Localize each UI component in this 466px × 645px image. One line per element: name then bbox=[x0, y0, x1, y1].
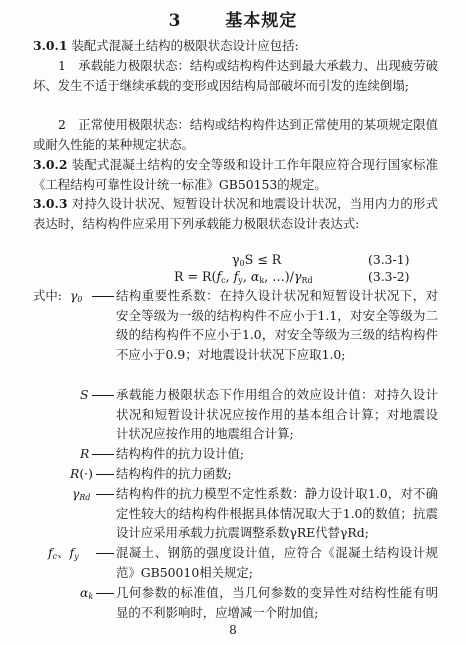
clause-text: 装配式混凝土结构的安全等级和设计工作年限应符合现行国家标准《工程结构可靠性设计统一标准》GB50153的规定。 bbox=[33, 157, 439, 192]
definition-gamma0: 结构重要性系数：在持久设计状况和短暂设计状况下，对安全等级为一级的结构构件不应小于1.1，对安全等级为二级的结构构件不应小于1.0，对安全等级为三级的结构构件不应小于0.9；对地震设计状况下应取1.0; bbox=[116, 288, 438, 362]
definition-dash bbox=[96, 553, 114, 554]
symbol-s: S bbox=[80, 387, 89, 402]
clause-text: 2 正常使用极限状态：结构或结构构件达到正常使用的某项规定限值或耐久性能的某种规定状态。 bbox=[33, 117, 438, 152]
clause-text: 1 承载能力极限状态：结构或结构构件达到最大承载力、出现疲劳破坏、发生不适于继续承载的变形或因结构局部破坏而引发的连续倒塌; bbox=[33, 58, 438, 93]
definition-gamma-rd: 结构构件的抗力模型不定性系数：静力设计取1.0，对不确定性较大的结构构件根据具体情况取大于1.0的数值；抗震设计应采用承载力抗震调整系数γRE代替γRd; bbox=[116, 486, 438, 541]
definition-dash bbox=[96, 593, 114, 594]
clause-number: 3.0.3 bbox=[33, 196, 68, 211]
symbol-r: R bbox=[80, 446, 90, 461]
clause-item-2 bbox=[33, 115, 438, 154]
definition-alpha-k: 几何参数的标准值，当几何参数的变异性对结构性能有明显的不利影响时，应增减一个附加值; bbox=[116, 585, 438, 620]
equation-number: (3.3-1) bbox=[368, 252, 410, 267]
definition-dash bbox=[96, 494, 114, 495]
equation-number: (3.3-2) bbox=[368, 269, 410, 284]
definition-s: 承载能力极限状态下作用组合的效应设计值：对持久设计状况和短暂设计状况应按作用的基本组合计算；对地震设计状况应按作用的地震组合计算; bbox=[116, 387, 438, 442]
definition-r-function: 结构构件的抗力函数; bbox=[116, 466, 232, 481]
clause-number: 3.0.2 bbox=[33, 157, 68, 172]
chapter-number: 3 bbox=[168, 11, 182, 31]
page-number: 8 bbox=[229, 623, 237, 637]
symbol-gamma-rd: $\gamma_{Rd}$ bbox=[72, 486, 91, 502]
symbol-gamma0: $\gamma_0$ bbox=[70, 288, 83, 304]
clause-3-0-3 bbox=[33, 194, 438, 233]
symbol-r-function: R(·) bbox=[70, 466, 93, 481]
where-label: 式中: bbox=[33, 288, 62, 303]
clause-text: 对持久设计状况、短暂设计状况和地震设计状况，当用内力的形式表达时，结构构件应采用下列承载能力极限状态设计表达式: bbox=[33, 196, 439, 231]
symbol-fc-fy: $f_c$、$f_y$ bbox=[48, 545, 79, 561]
clause-item-1 bbox=[33, 56, 438, 95]
symbol-alpha-k: $\alpha_k$ bbox=[80, 585, 94, 601]
definition-dash bbox=[92, 395, 114, 396]
definition-dash bbox=[92, 454, 114, 455]
definition-dash bbox=[96, 474, 114, 475]
clause-number: 3.0.1 bbox=[33, 38, 68, 53]
clause-text: 装配式混凝土结构的极限状态设计应包括: bbox=[71, 38, 299, 53]
clause-3-0-1 bbox=[33, 36, 438, 56]
equation-3-3-2: $R = R(f_c$, $f_y$, $\alpha_k$, $\dots)/\gamma_{Rd}$ bbox=[174, 269, 313, 285]
definition-fc-fy: 混凝土、钢筋的强度设计值，应符合《混凝土结构设计规范》GB50010相关规定; bbox=[116, 545, 438, 580]
definition-r: 结构构件的抗力设计值; bbox=[116, 446, 245, 461]
chapter-title: 基本规定 bbox=[225, 11, 298, 31]
clause-3-0-2 bbox=[33, 155, 438, 194]
definition-dash bbox=[92, 296, 114, 297]
chapter-heading bbox=[0, 6, 466, 31]
equation-3-3-1: $\gamma_0S \le R$ bbox=[232, 252, 282, 268]
